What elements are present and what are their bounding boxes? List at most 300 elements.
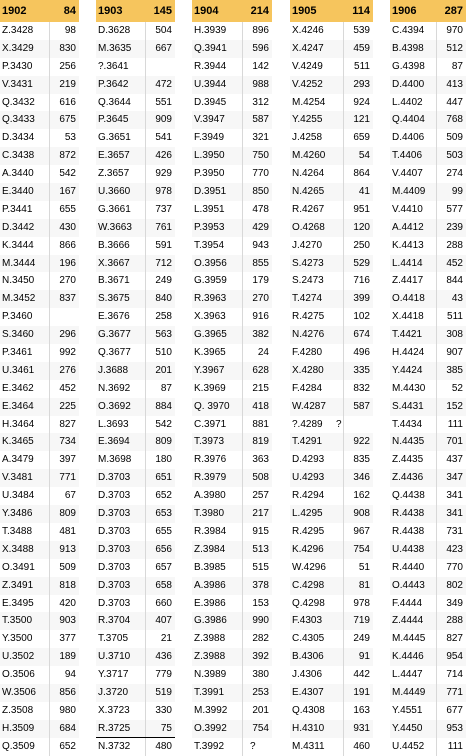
entry-code: B.3671: [98, 275, 130, 287]
entry-code: O.3992: [194, 722, 227, 734]
entry-code: Z.3988: [194, 651, 226, 663]
table-row: [192, 559, 272, 577]
entry-code: D.3703: [98, 472, 131, 484]
entry-value: 87: [160, 382, 172, 394]
entry-value: 385: [446, 364, 463, 376]
entry-code: V.3431: [2, 78, 33, 90]
entry-code: A.3440: [2, 168, 34, 180]
entry-code: C.3438: [2, 150, 35, 162]
table-row: [390, 22, 466, 40]
table-row: [192, 201, 272, 219]
entry-value: 827: [59, 418, 76, 430]
entry-code: T.4291: [292, 436, 323, 448]
table-row: [390, 201, 466, 219]
table-row: [0, 308, 79, 326]
entry-code: T.4406: [392, 150, 423, 162]
entry-value: 980: [59, 704, 76, 716]
table-row: [290, 630, 373, 648]
table-row: [390, 58, 466, 76]
entry-code: R.3976: [194, 454, 227, 466]
table-row: [192, 272, 272, 290]
entry-code: J.3720: [98, 686, 129, 698]
entry-code: M.3698: [98, 454, 132, 466]
entry-value: 835: [353, 454, 370, 466]
header-year: 1905: [292, 5, 317, 17]
entry-code: Z.4435: [392, 454, 424, 466]
entry-code: R.4275: [292, 311, 325, 323]
entry-code: M.3635: [98, 42, 132, 54]
entry-value: 922: [353, 436, 370, 448]
table-row: [0, 416, 79, 434]
entry-value: 447: [446, 96, 463, 108]
entry-code: V.4249: [292, 60, 323, 72]
entry-value: 111: [447, 418, 463, 430]
entry-code: P.3441: [2, 203, 33, 215]
entry-code: D.3703: [98, 579, 131, 591]
table-row: [192, 666, 272, 684]
entry-code: S.4273: [292, 257, 324, 269]
table-row: [290, 344, 373, 362]
header-total: 287: [444, 5, 463, 17]
entry-code: C.3971: [194, 418, 227, 430]
table-row: [96, 505, 175, 523]
table-row: [0, 201, 79, 219]
column-header: [192, 0, 272, 22]
table-row: [390, 165, 466, 183]
table-row: [96, 344, 175, 362]
entry-code: D.4406: [392, 132, 425, 144]
table-row: [290, 219, 373, 237]
entry-value: 716: [353, 275, 370, 287]
table-row: [192, 326, 272, 344]
entry-value: 496: [353, 347, 370, 359]
table-row: [390, 559, 466, 577]
entry-value: 542: [59, 168, 76, 180]
entry-code: F.4284: [292, 382, 323, 394]
entry-code: H.4310: [292, 722, 325, 734]
entry-value: 770: [446, 561, 463, 573]
table-row: [96, 272, 175, 290]
entry-value: 460: [353, 740, 370, 752]
table-row: [0, 720, 79, 738]
table-row: [390, 129, 466, 147]
table-row: [390, 487, 466, 505]
entry-value: 951: [353, 203, 370, 215]
entry-code: P.3430: [2, 60, 33, 72]
entry-value: 162: [353, 490, 370, 502]
entry-value: 771: [59, 472, 76, 484]
entry-value: 478: [252, 203, 269, 215]
entry-code: V.4407: [392, 168, 423, 180]
table-row: [390, 326, 466, 344]
entry-code: J.3688: [98, 364, 129, 376]
table-row: [192, 237, 272, 255]
entry-value: 249: [353, 633, 370, 645]
entry-code: R.3984: [194, 525, 227, 537]
table-row: [390, 684, 466, 702]
entry-value: 770: [252, 168, 269, 180]
entry-value: 908: [353, 508, 370, 520]
entry-value: 714: [446, 669, 463, 681]
entry-code: E.4307: [292, 686, 324, 698]
entry-code: X.4280: [292, 364, 324, 376]
table-row: [192, 94, 272, 112]
entry-value: 515: [252, 561, 269, 573]
entry-code: N.4276: [292, 329, 325, 341]
entry-code: A.3479: [2, 454, 34, 466]
table-row: [192, 630, 272, 648]
entry-value: 563: [155, 329, 172, 341]
entry-value: 288: [446, 615, 463, 627]
entry-value: 754: [252, 722, 269, 734]
entry-code: V.3947: [194, 114, 225, 126]
entry-value: 830: [59, 42, 76, 54]
entry-value: 21: [160, 633, 172, 645]
year-column-1906: [390, 0, 466, 756]
entry-value: 335: [353, 364, 370, 376]
table-row: [96, 523, 175, 541]
table-row: [390, 237, 466, 255]
entry-code: T.3992: [194, 740, 225, 752]
table-row: [96, 648, 175, 666]
entry-code: X.4418: [392, 311, 424, 323]
entry-value: 98: [64, 25, 76, 36]
table-row: [0, 595, 79, 613]
entry-value: 761: [155, 221, 172, 233]
entry-value: 616: [59, 96, 76, 108]
entry-code: P.3461: [2, 347, 33, 359]
table-row: [290, 541, 373, 559]
table-row: [96, 612, 175, 630]
entry-code: G.3661: [98, 203, 131, 215]
entry-value: 270: [252, 293, 269, 305]
entry-code: M.4430: [392, 382, 426, 394]
entry-value: 978: [353, 597, 370, 609]
entry-value: 856: [59, 686, 76, 698]
table-row: [0, 165, 79, 183]
column-divider: [242, 22, 243, 756]
table-row: [290, 523, 373, 541]
table-row: [290, 40, 373, 58]
column-header: [0, 0, 79, 22]
table-row: [0, 433, 79, 451]
header-total: 214: [250, 5, 269, 17]
entry-code: K.3969: [194, 382, 226, 394]
table-row: [0, 702, 79, 720]
entry-code: T.3705: [98, 633, 129, 645]
entry-value: 591: [155, 239, 172, 251]
entry-code: N.4435: [392, 436, 425, 448]
entry-value: 142: [252, 60, 269, 72]
table-row: [96, 666, 175, 684]
entry-value: 675: [59, 114, 76, 126]
entry-value: 903: [59, 615, 76, 627]
table-row: [290, 201, 373, 219]
table-row: [290, 648, 373, 666]
entry-value: 827: [446, 633, 463, 645]
entry-value: 844: [446, 275, 463, 287]
entry-value: 737: [155, 203, 172, 215]
year-column-1903: [96, 0, 175, 756]
table-row: [390, 595, 466, 613]
entry-code: N.4265: [292, 186, 325, 198]
entry-code: E.3657: [98, 150, 130, 162]
table-row: [96, 433, 175, 451]
table-row: [192, 290, 272, 308]
entry-value: 596: [252, 42, 269, 54]
entry-value: 407: [155, 615, 172, 627]
entry-code: S.2473: [292, 275, 324, 287]
entry-value: 907: [446, 347, 463, 359]
entry-value: 225: [59, 400, 76, 412]
entry-value: 378: [252, 579, 269, 591]
table-row: [290, 433, 373, 451]
table-row: [390, 433, 466, 451]
entry-value: 312: [252, 96, 269, 108]
entry-value: 970: [446, 25, 463, 36]
table-row: [390, 344, 466, 362]
header-year: 1904: [194, 5, 219, 17]
table-row: [390, 76, 466, 94]
table-row: [390, 183, 466, 201]
table-row: [0, 183, 79, 201]
entry-value: 121: [353, 114, 370, 126]
entry-code: N.3732: [98, 740, 131, 752]
entry-value: 452: [446, 257, 463, 269]
entry-code: G.3965: [194, 329, 227, 341]
entry-value: 180: [155, 454, 172, 466]
table-row: [192, 505, 272, 523]
entry-code: O.3506: [2, 669, 35, 681]
entry-value: 809: [59, 508, 76, 520]
entry-code: P.3645: [98, 114, 129, 126]
table-row: [290, 577, 373, 595]
entry-value: 657: [155, 561, 172, 573]
entry-value: 163: [353, 704, 370, 716]
entry-value: 442: [353, 669, 370, 681]
table-row: [192, 577, 272, 595]
entry-value: 850: [252, 186, 269, 198]
table-row: [390, 398, 466, 416]
table-row: [96, 559, 175, 577]
entry-value: 864: [353, 168, 370, 180]
entry-value: 712: [155, 257, 172, 269]
table-row: [390, 272, 466, 290]
table-row: [192, 416, 272, 434]
entry-value: 992: [59, 347, 76, 359]
entry-value: 674: [353, 329, 370, 341]
table-row: [290, 58, 373, 76]
entry-value: 659: [353, 132, 370, 144]
table-row: [290, 398, 373, 416]
table-row: [96, 720, 175, 738]
table-row: [290, 94, 373, 112]
entry-code: D.3628: [98, 25, 131, 36]
entry-value: 397: [59, 454, 76, 466]
entry-code: J.4306: [292, 669, 323, 681]
entry-code: D.3703: [98, 543, 131, 555]
table-row: [290, 308, 373, 326]
entry-value: 296: [59, 329, 76, 341]
table-row: [96, 165, 175, 183]
table-row: [0, 94, 79, 112]
entry-value: 896: [252, 25, 269, 36]
entry-code: R.4440: [392, 561, 425, 573]
entry-value: 274: [446, 168, 463, 180]
entry-code: X.3429: [2, 42, 34, 54]
column-divider: [49, 22, 50, 756]
entry-code: Z.3491: [2, 579, 34, 591]
entry-code: A.3986: [194, 579, 226, 591]
entry-value: 480: [155, 740, 172, 752]
entry-value: 102: [353, 311, 370, 323]
entry-code: L.3693: [98, 418, 129, 430]
table-row: [96, 219, 175, 237]
entry-code: B.3666: [98, 239, 130, 251]
entry-value: 99: [451, 186, 463, 198]
table-row: [290, 684, 373, 702]
entry-code: C.4305: [292, 633, 325, 645]
entry-code: E.3462: [2, 382, 34, 394]
entry-value: 509: [446, 132, 463, 144]
entry-code: Y.3500: [2, 633, 33, 645]
entry-code: M.4311: [292, 740, 325, 752]
entry-value: 511: [447, 311, 463, 323]
entry-code: Q.3677: [98, 347, 131, 359]
table-row: [96, 684, 175, 702]
table-row: [192, 702, 272, 720]
table-row: [96, 487, 175, 505]
entry-code: H.3464: [2, 418, 35, 430]
entry-value: ?: [250, 740, 256, 752]
table-row: [0, 612, 79, 630]
entry-value: 652: [59, 740, 76, 752]
entry-code: X.3723: [98, 704, 130, 716]
table-row: [390, 738, 466, 756]
entry-value: 655: [59, 203, 76, 215]
entry-value: 915: [252, 525, 269, 537]
entry-value: 436: [155, 651, 172, 663]
table-row: [390, 219, 466, 237]
table-row: [390, 255, 466, 273]
table-row: [290, 380, 373, 398]
entry-code: U.3502: [2, 651, 35, 663]
entry-value: 988: [252, 78, 269, 90]
table-row: [192, 487, 272, 505]
table-row: [390, 630, 466, 648]
table-row: [290, 255, 373, 273]
entry-code: L.4402: [392, 96, 423, 108]
entry-code: R.4438: [392, 525, 425, 537]
table-row: [192, 255, 272, 273]
entry-value: 94: [64, 669, 76, 681]
entry-value: 837: [59, 293, 76, 305]
entry-code: D.3945: [194, 96, 227, 108]
entry-code: F.4280: [292, 347, 323, 359]
table-row: [290, 416, 373, 434]
entry-code: S.3675: [98, 293, 130, 305]
entry-value: 215: [252, 382, 269, 394]
column-header: [96, 0, 175, 22]
table-row: [96, 58, 175, 76]
table-row: [96, 630, 175, 648]
table-row: [192, 380, 272, 398]
entry-code: C.4394: [392, 25, 425, 36]
entry-value: 734: [59, 436, 76, 448]
entry-code: K.3465: [2, 436, 34, 448]
table-row: [0, 326, 79, 344]
entry-code: D.3703: [98, 561, 131, 573]
table-row: [0, 272, 79, 290]
entry-code: R.3704: [98, 615, 131, 627]
entry-code: L.4414: [392, 257, 423, 269]
entry-value: 81: [358, 579, 370, 591]
entry-code: Y.3717: [98, 669, 129, 681]
table-row: [290, 702, 373, 720]
table-row: [390, 380, 466, 398]
entry-value: 881: [252, 418, 269, 430]
table-row: [192, 595, 272, 613]
table-row: [96, 416, 175, 434]
entry-value: 929: [155, 168, 172, 180]
table-row: [192, 612, 272, 630]
entry-code: Q.4404: [392, 114, 425, 126]
entry-value: 819: [252, 436, 269, 448]
entry-value: 503: [446, 150, 463, 162]
table-row: [192, 433, 272, 451]
entry-value: 347: [446, 472, 463, 484]
table-row: [0, 487, 79, 505]
entry-value: 832: [353, 382, 370, 394]
table-row: [290, 666, 373, 684]
entry-value: 430: [59, 221, 76, 233]
table-row: [290, 326, 373, 344]
table-row: [390, 362, 466, 380]
table-row: [0, 541, 79, 559]
entry-code: P.3642: [98, 78, 129, 90]
table-row: [192, 398, 272, 416]
table-row: [290, 469, 373, 487]
entry-code: B.3985: [194, 561, 226, 573]
entry-value: 855: [252, 257, 269, 269]
entry-code: T.4434: [392, 418, 423, 430]
table-row: [96, 380, 175, 398]
entry-code: E.3495: [2, 597, 34, 609]
entry-value: 978: [155, 186, 172, 198]
entry-code: N.3989: [194, 669, 227, 681]
entry-value: 330: [155, 704, 172, 716]
entry-code: T.3991: [194, 686, 225, 698]
entry-value: 239: [446, 221, 463, 233]
table-row: [290, 129, 373, 147]
entry-value: 380: [252, 669, 269, 681]
entry-value: 217: [252, 508, 269, 520]
entry-value: 512: [446, 42, 463, 54]
table-row: [390, 666, 466, 684]
entry-value: 196: [59, 257, 76, 269]
table-row: [192, 40, 272, 58]
entry-code: W.3506: [2, 686, 36, 698]
table-row: [0, 255, 79, 273]
entry-code: B.4306: [292, 651, 324, 663]
entry-code: Z.4444: [392, 615, 424, 627]
entry-code: U.3944: [194, 78, 227, 90]
entry-value: 872: [59, 150, 76, 162]
year-column-1902: [0, 0, 79, 756]
entry-code: E.3694: [98, 436, 130, 448]
entry-value: 542: [155, 418, 172, 430]
table-row: [0, 380, 79, 398]
